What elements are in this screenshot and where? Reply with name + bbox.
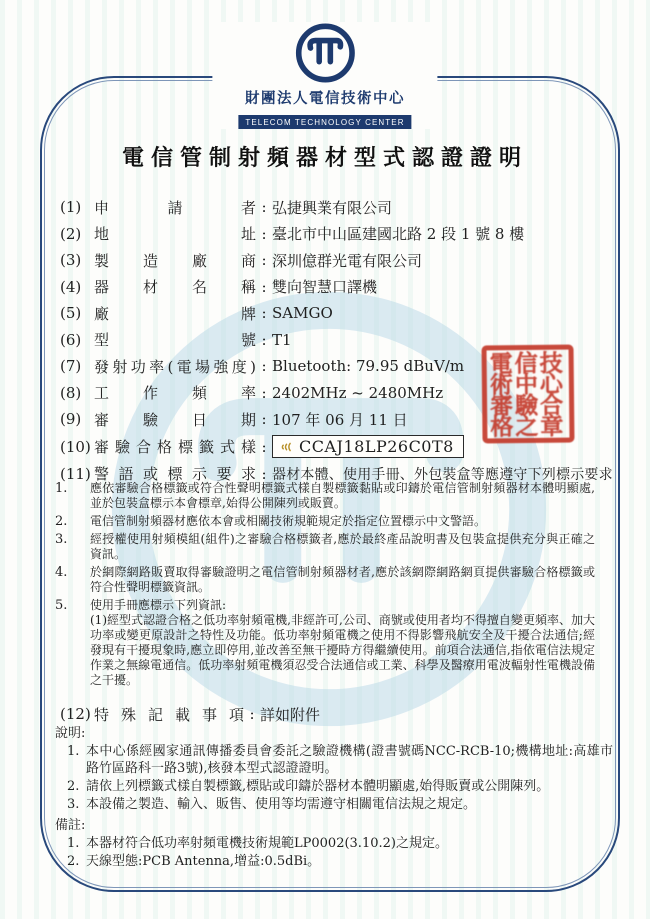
field-label: 器材名稱: [94, 278, 256, 297]
field-number: (5): [60, 304, 82, 323]
org-name-en: TELECOM TECHNOLOGY CENTER: [238, 115, 411, 129]
field-row-equipment-name: [60, 274, 608, 301]
ttc-logo-icon: [294, 22, 356, 84]
field-label: 型號: [94, 331, 256, 350]
warning-number: 4.: [55, 565, 68, 580]
note-text: 本中心係經國家通訊傳播委員會委託之驗證機構(證書號碼NCC-RCB-10;機構地址:高雄市路竹區路科一路3號),核發本型式認證證明。: [86, 744, 613, 776]
field-colon: :: [261, 224, 267, 243]
field-list: [60, 194, 613, 487]
field-number: (8): [60, 383, 82, 402]
field-colon: :: [261, 198, 267, 217]
field-value-special-notes: 詳如附件: [260, 705, 321, 724]
note-item-1: [55, 743, 613, 777]
note-item-2: [55, 778, 613, 795]
remark-number: 2.: [67, 854, 80, 869]
field-row-applicant: [60, 194, 608, 221]
remark-text: 天線型態:PCB Antenna,增益:0.5dBi。: [86, 854, 321, 869]
warning-number: 1.: [55, 481, 68, 496]
field-colon: :: [261, 330, 267, 349]
field-colon: :: [261, 304, 267, 323]
field-colon: :: [261, 410, 267, 429]
field-number: (4): [60, 277, 82, 296]
note-item-3: [55, 796, 613, 813]
field-label: 地址: [94, 225, 256, 244]
notes-section: [55, 725, 613, 814]
warning-text: 於網際網路販賣取得審驗證明之電信管制射頻器材者,應於該網際網路網頁提供審驗合格標籤或符合性聲明標籤資訊。: [90, 565, 595, 594]
field-row-special-notes: [60, 701, 320, 728]
warning-number: 2.: [55, 514, 68, 529]
warning-text: 經授權使用射頻模組(組件)之審驗合格標籤者,應於最終產品說明書及包裝盒提供充分與正確之資訊。: [90, 532, 595, 561]
field-value-model: T1: [272, 330, 292, 349]
field-colon: :: [261, 277, 267, 296]
remarks-heading: 備註:: [55, 818, 86, 833]
radio-wave-icon: [277, 438, 294, 456]
warning-item-3: [55, 532, 607, 562]
warning-item-2: [55, 514, 607, 529]
field-label: 製造廠商: [94, 251, 256, 270]
remark-item-1: [55, 835, 613, 852]
field-number: (11): [60, 464, 91, 483]
field-label: 警語或標示要求: [94, 465, 256, 484]
field-label: 工作頻率: [94, 384, 256, 403]
field-colon: :: [261, 464, 267, 483]
notes-heading: 說明:: [55, 726, 86, 741]
warning-text: 電信管制射頻器材應依本會或相關技術規範規定於指定位置標示中文警語。: [90, 514, 487, 528]
field-label: 審驗日期: [94, 410, 256, 429]
remark-text: 本器材符合低功率射頻電機技術規範LP0002(3.10.2)之規定。: [86, 836, 448, 851]
field-number: (2): [60, 224, 82, 243]
warning-text: 應依審驗合格標籤或符合性聲明標籤式樣自製標籤黏貼或印鑄於電信管制射頻器材本體明顯處,並於包裝盒標示本會標章,始得公開陳列或販賣。: [90, 481, 595, 510]
field-label: 審驗合格標籤式樣: [94, 438, 256, 456]
field-label: 特殊記載事項: [94, 705, 244, 724]
field-colon: :: [261, 357, 267, 376]
warning-item-5: [55, 598, 607, 688]
remark-item-2: [55, 853, 613, 870]
warning-number: 5.: [55, 598, 68, 613]
field-value-brand: SAMGO: [272, 304, 333, 323]
field-value-address: 臺北市中山區建國北路 2 段 1 號 8 樓: [272, 225, 525, 244]
field-colon: :: [261, 251, 267, 270]
field-value-warning-requirements: 器材本體、使用手冊、外包裝盒等應遵守下列標示要求: [272, 466, 613, 483]
remark-number: 1.: [67, 836, 80, 851]
warning-text: [90, 598, 595, 688]
note-text: 本設備之製造、輸入、販售、使用等均需遵守相關電信法規之規定。: [86, 797, 477, 812]
warning-list: [55, 481, 607, 691]
field-value-review-date: 107 年 06 月 11 日: [272, 410, 408, 429]
warning-item-1: [55, 481, 607, 511]
field-number: (10): [60, 437, 91, 456]
field-value-tx-power: Bluetooth: 79.95 dBuV/m: [272, 357, 465, 376]
org-name-zh: 財團法人電信技術中心: [244, 90, 405, 107]
field-label: 發射功率(電場強度): [94, 357, 256, 376]
remarks-section: [55, 817, 613, 871]
approval-label-box: [272, 435, 464, 458]
approval-label-code: CCAJ18LP26C0T8: [299, 437, 454, 456]
field-row-brand: [60, 300, 608, 327]
certificate-title: 電信管制射頻器材型式認證證明: [121, 145, 528, 171]
field-number: (3): [60, 251, 82, 270]
field-colon: :: [261, 437, 267, 456]
warning-text-line2: (1)經型式認證合格之低功率射頻電機,非經許可,公司、商號或使用者均不得擅自變更頻率、加大功率或變更原設計之特性及功能。低功率射頻電機之使用不得影響飛航安全及干擾合法通信;經發現有干擾現象時,應立即停用,並改善至無干擾時方得繼續使用。前項合法通信,指依電信法規定作業之無線電通信。低功率射頻電機須忍受合法通信或工業、科學及醫療用電波輻射性電機設備之干擾。: [90, 613, 595, 687]
field-value-frequency: 2402MHz ~ 2480MHz: [272, 383, 444, 402]
warning-item-4: [55, 565, 607, 595]
header: [212, 22, 437, 129]
note-number: 2.: [67, 779, 80, 794]
red-seal-stamp: 電信技術中心審驗合格之章: [481, 345, 574, 444]
field-value-manufacturer: 深圳億群光電有限公司: [272, 251, 423, 270]
field-row-address: [60, 221, 608, 248]
field-label: 廠牌: [94, 304, 256, 323]
field-value-applicant: 弘捷興業有限公司: [272, 198, 393, 217]
field-value-equipment-name: 雙向智慧口譯機: [272, 278, 378, 297]
warning-number: 3.: [55, 532, 68, 547]
note-number: 1.: [67, 744, 80, 759]
note-number: 3.: [67, 797, 80, 812]
field-number: (7): [60, 357, 82, 376]
field-number: (12): [60, 705, 91, 724]
note-text: 請依上列標籤式樣自製標籤,標貼或印鑄於器材本體明顯處,始得販賣或公開陳列。: [86, 779, 550, 794]
field-row-manufacturer: [60, 247, 608, 274]
field-number: (9): [60, 410, 82, 429]
warning-text-line1: 使用手冊應標示下列資訊:: [90, 598, 227, 612]
field-colon: :: [249, 705, 255, 724]
field-colon: :: [261, 383, 267, 402]
field-number: (6): [60, 330, 82, 349]
field-label: 申請者: [94, 198, 256, 217]
field-number: (1): [60, 198, 82, 217]
